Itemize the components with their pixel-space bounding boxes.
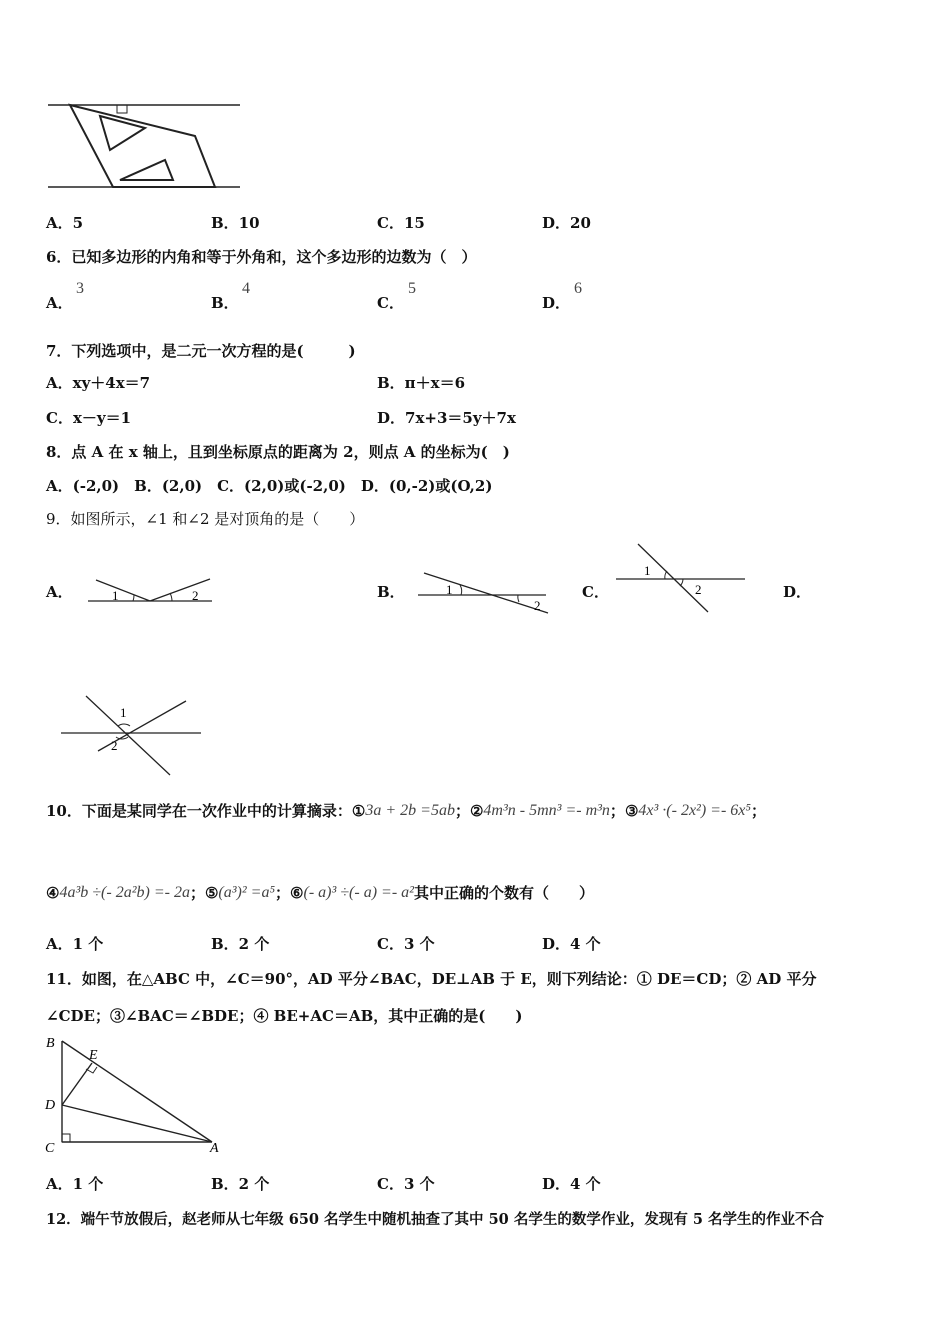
q10-option-d[interactable]: D．4 个 (542, 935, 601, 953)
q7-stem: 7．下列选项中，是二元一次方程的是( ) (46, 342, 356, 360)
q11-stem-line1: 11．如图，在△ABC 中，∠C＝90°，AD 平分∠BAC，DE⊥AB 于 E，则下列结论：① DE＝CD；② AD 平分 (46, 970, 817, 988)
q10-sep-3: ； (750, 802, 766, 820)
q10-mark-2: ② (469, 801, 484, 820)
q6-option-b-value: 4 (242, 280, 250, 297)
q10-mark-5: ⑤ (204, 883, 219, 902)
q6-stem: 6．已知多边形的内角和等于外角和，这个多边形的边数为（ ） (46, 248, 477, 266)
q11-option-a[interactable]: A．1 个 (46, 1175, 104, 1193)
q10-sep-2: ； (609, 802, 625, 820)
q6-option-a-value: 3 (76, 280, 84, 297)
q10-expr-1: 3a + 2b =5ab (365, 801, 455, 819)
q10-expr-2: 4m³n - 5mn³ =- m³n (483, 801, 610, 819)
q9-figure-a (88, 573, 218, 613)
q10-sep-4: ； (189, 884, 205, 902)
q9-a-angle-1: 1 (112, 588, 119, 603)
q9-option-c-letter[interactable]: C． (582, 583, 609, 601)
q7-option-d[interactable]: D．7x+3＝5y＋7x (377, 409, 516, 427)
q10-stem: 10．下面是某同学在一次作业中的计算摘录： (46, 802, 352, 820)
q9-d-angle-1: 1 (120, 705, 127, 720)
q6-option-c-value: 5 (408, 280, 416, 297)
set-square-figure (45, 98, 245, 193)
label-b: B (46, 1036, 55, 1051)
q10-sep-5: ； (275, 884, 291, 902)
q10-expr-3: 4x³ ·(- 2x²) =- 6x⁵ (638, 801, 751, 819)
q7-option-c[interactable]: C．x－y＝1 (46, 409, 132, 427)
q9-option-a-letter[interactable]: A． (46, 583, 73, 601)
q7-option-b[interactable]: B．π＋x＝6 (377, 374, 466, 392)
label-c: C (45, 1141, 55, 1156)
q9-figure-b (416, 568, 556, 618)
q10-mark-4: ④ (46, 883, 60, 902)
q10-mark-1: ① (351, 801, 366, 820)
q10-line1 (46, 800, 766, 821)
q5-option-b[interactable]: B．10 (211, 214, 260, 232)
q10-sep-1: ； (454, 802, 470, 820)
q11-option-b[interactable]: B．2 个 (211, 1175, 270, 1193)
q6-option-b-letter[interactable]: B． (211, 294, 239, 312)
q6-option-c-letter[interactable]: C． (377, 294, 404, 312)
q9-a-angle-2: 2 (192, 588, 199, 603)
q7-option-a[interactable]: A．xy＋4x＝7 (46, 374, 151, 392)
q9-b-angle-2: 2 (534, 598, 541, 613)
q5-option-c[interactable]: C．15 (377, 214, 425, 232)
q8-options[interactable]: A．(-2,0) B．(2,0) C．(2,0)或(-2,0) D．(0,-2)或(O,2) (46, 477, 493, 495)
label-a: A (210, 1141, 219, 1156)
q10-option-b[interactable]: B．2 个 (211, 935, 270, 953)
q5-option-d[interactable]: D．20 (542, 214, 591, 232)
q11-option-d[interactable]: D．4 个 (542, 1175, 601, 1193)
q9-figure-c (612, 540, 752, 615)
q10-line2 (46, 882, 594, 903)
q9-stem: 9．如图所示，∠1 和∠2 是对顶角的是（ ） (46, 510, 365, 528)
q9-c-angle-1: 1 (644, 563, 651, 578)
q9-figure-d (58, 693, 208, 778)
q6-option-a-letter[interactable]: A． (46, 294, 73, 312)
q6-option-d-letter[interactable]: D． (542, 294, 571, 312)
q10-option-c[interactable]: C．3 个 (377, 935, 435, 953)
q6-option-d-value: 6 (574, 280, 582, 297)
label-d: D (45, 1098, 56, 1113)
q11-triangle-figure (42, 1035, 232, 1155)
q11-stem-line2: ∠CDE；③∠BAC＝∠BDE；④ BE+AC＝AB，其中正确的是( ) (46, 1007, 523, 1025)
label-e: E (89, 1048, 98, 1063)
q9-d-angle-2: 2 (111, 738, 118, 753)
q11-option-c[interactable]: C．3 个 (377, 1175, 435, 1193)
q8-stem: 8．点 A 在 x 轴上，且到坐标原点的距离为 2，则点 A 的坐标为( ) (46, 443, 510, 461)
q10-expr-4: 4a³b ÷(- 2a²b) =- 2a (59, 883, 190, 901)
q5-option-a[interactable]: A．5 (46, 214, 84, 232)
q10-option-a[interactable]: A．1 个 (46, 935, 104, 953)
q10-tail: 其中正确的个数有（ ） (413, 884, 594, 902)
q10-expr-6: (- a)³ ÷(- a) =- a² (303, 883, 414, 901)
q9-option-d-letter[interactable]: D． (783, 583, 812, 601)
q9-option-b-letter[interactable]: B． (377, 583, 405, 601)
q12-stem: 12．端午节放假后，赵老师从七年级 650 名学生中随机抽查了其中 50 名学生的数学作业，发现有 5 名学生的作业不合 (46, 1211, 824, 1228)
q10-mark-6: ⑥ (290, 883, 304, 902)
q10-expr-5: (a³)² =a⁵ (218, 883, 276, 901)
q9-c-angle-2: 2 (695, 582, 702, 597)
q10-mark-3: ③ (624, 801, 639, 820)
q9-b-angle-1: 1 (446, 582, 453, 597)
